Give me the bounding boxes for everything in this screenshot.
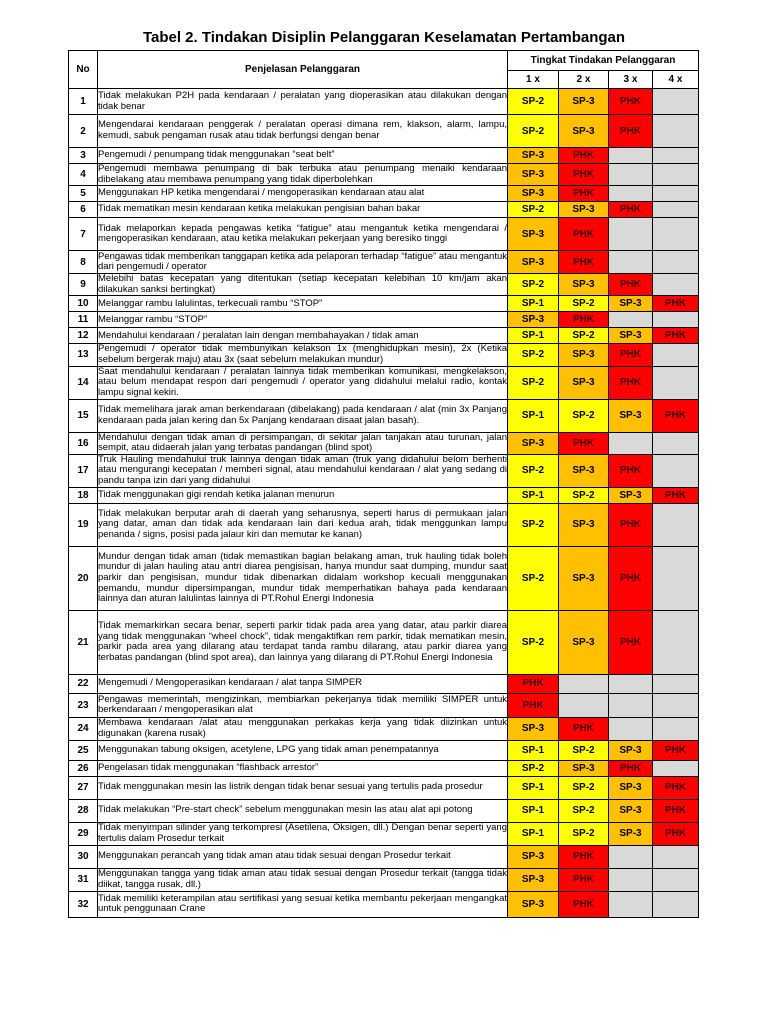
- violation-description: Truk Hauling mendahului truk lainnya dengan tidak aman (truk yang didahului belom berhenti atau mengurangi kecepatan / memberi signal, atau mendahului kendaraan / alat yang sedang di pandu tanpa izin dari yang didahului: [98, 454, 507, 487]
- violation-description: Mengemudi / Mengoperasikan kendaraan / alat tanpa SIMPER: [98, 674, 508, 693]
- sanction-cell-4x: [653, 760, 699, 776]
- violation-description: Pengawas tidak memberikan tanggapan ketika ada pelaporan terhadap “fatigue” atau mengantuk dari pengemudi / operator: [98, 250, 507, 273]
- sanction-cell-2x: SP-3: [559, 202, 609, 218]
- header-level-2: 2 x: [559, 71, 609, 89]
- sanction-cell-1x: SP-1: [508, 399, 559, 432]
- sanction-cell-2x: SP-2: [559, 487, 609, 503]
- sanction-cell-4x: [653, 218, 699, 251]
- sanction-cell-4x: [653, 868, 699, 891]
- table-row: [69, 674, 699, 693]
- violation-description: Tidak melakukan berputar arah di daerah yang seharusnya, seperti harus di permukaan jalan yang datar, aman dan tidak ada kendaraan lain dari kedua arah, tidak menggunkan lampu penanda / signs, posisi pada jalaur kiri dan memutar ke kanan): [98, 503, 508, 546]
- sanction-cell-3x: PHK: [609, 344, 653, 366]
- sanction-cell-1x: SP-1: [508, 740, 559, 760]
- table-row: [69, 693, 699, 717]
- sanction-cell-2x: SP-3: [559, 610, 609, 674]
- sanction-cell-3x: SP-3: [609, 822, 653, 845]
- sanction-cell-2x: SP-3: [559, 366, 609, 399]
- sanction-cell-4x: [653, 674, 699, 693]
- violation-description: Membawa kendaraan /alat atau menggunakan perkakas kerja yang tidak diizinkan untuk digunakan (karena rusak): [98, 717, 507, 739]
- sanction-cell-2x: PHK: [559, 432, 609, 454]
- sanction-cell-2x: SP-3: [559, 454, 609, 487]
- sanction-cell-1x: SP-2: [508, 366, 559, 399]
- sanction-cell-4x: [653, 610, 699, 674]
- violation-description: Mundur dengan tidak aman (tidak memastikan bagian belakang aman, truk hauling tidak boleh mundur di jalan hauling atau antri diarea pengisisan, hanya mundur saat dumping, mundur saat parkir dan pengisisan, mundur tidak dibenarkan didalam workshop kecuali menggunakan pemandu, mundur dipersimpangan, mundur tidak memperhatikan bahaya pada kendaraan lainnya dan aturan lalulintas lainnya di PT.Rohul Energi Indonesia: [98, 546, 508, 610]
- sanction-cell-4x: [653, 503, 699, 546]
- sanction-cell-1x: SP-3: [508, 868, 559, 891]
- sanction-cell-3x: SP-3: [609, 740, 653, 760]
- table-row: [69, 822, 699, 845]
- sanction-cell-3x: PHK: [609, 610, 653, 674]
- violation-description: Pengemudi / penumpang tidak menggunakan “seat belt”: [98, 148, 508, 164]
- table-row: [69, 202, 699, 218]
- header-level-1: 1 x: [508, 71, 559, 89]
- sanction-cell-2x: SP-2: [559, 399, 609, 432]
- sanction-cell-4x: [653, 454, 699, 487]
- sanction-cell-4x: [653, 186, 699, 202]
- sanction-cell-3x: [609, 717, 653, 740]
- violation-description: Pengawas memerintah, mengizinkan, membiarkan pekerjanya tidak memiliki SIMPER untuk berkendaraan / mengoperasikan alat: [98, 693, 507, 716]
- row-number: 11: [69, 312, 98, 328]
- header-level-3: 3 x: [609, 71, 653, 89]
- table-row: [69, 148, 699, 164]
- sanction-cell-1x: SP-2: [508, 546, 559, 610]
- sanction-cell-4x: [653, 717, 699, 740]
- row-number: 31: [69, 868, 98, 891]
- violation-description: Tidak melaporkan kepada pengawas ketika “fatigue” atau mengantuk ketika mengendarai / mengoperasikan kendaraan, atau ketika melakukan pekerjaan yang beresiko tinggi: [98, 218, 508, 251]
- row-number: 17: [69, 454, 98, 487]
- table-row: [69, 776, 699, 799]
- sanction-cell-1x: SP-2: [508, 89, 559, 115]
- sanction-cell-3x: [609, 186, 653, 202]
- row-number: 10: [69, 296, 98, 312]
- violation-description: Melebihi batas kecepatan yang ditentukan (setiap kecepatan kelebihan 10 km/jam akan dilakukan sanksi bertingkat): [98, 273, 507, 295]
- violation-description: Pengemudi membawa penumpang di bak terbuka atau penumpang menaiki kendaraan dibelakang atau membawa penumpang yang tidak diperbolehkan: [98, 163, 507, 185]
- table-body: [69, 89, 699, 918]
- table-row: [69, 717, 699, 740]
- sanction-cell-1x: SP-3: [508, 164, 559, 186]
- sanction-cell-3x: PHK: [609, 454, 653, 487]
- violation-description: Tidak menyimpan silinder yang terkompresi (Asetilena, Oksigen, dll.) Dengan benar seperti yang tertulis dalam Prosedur terkait: [98, 822, 507, 844]
- violation-description: Pengemudi / operator tidak membunyikan kelakson 1x (menghidupkan mesin), 2x (Ketika sebelum bergerak maju) atau 3x (saat sebelum melakukan mundur): [98, 343, 507, 365]
- table-row: [69, 546, 699, 610]
- violation-description: Tidak melakukan P2H pada kendaraan / peralatan yang dioperasikan atau dilakukan dengan tidak benar: [98, 89, 508, 115]
- sanction-cell-4x: PHK: [653, 776, 699, 799]
- sanction-cell-2x: PHK: [559, 251, 609, 274]
- sanction-cell-3x: SP-3: [609, 776, 653, 799]
- sanction-cell-1x: SP-1: [508, 799, 559, 822]
- violation-description: Menggunakan tabung oksigen, acetylene, LPG yang tidak aman penempatannya: [98, 740, 508, 760]
- sanction-cell-2x: SP-3: [559, 115, 609, 148]
- table-row: [69, 799, 699, 822]
- violation-description: Tidak melakukan “Pre-start check” sebelum menggunakan mesin las atau alat api potong: [98, 799, 508, 822]
- table-row: [69, 503, 699, 546]
- row-number: 22: [69, 674, 98, 693]
- row-number: 12: [69, 328, 98, 344]
- violation-description: Mendahului kendaraan / peralatan lain dengan membahayakan / tidak aman: [98, 328, 508, 344]
- sanction-cell-4x: [653, 148, 699, 164]
- row-number: 23: [69, 693, 98, 717]
- sanction-cell-4x: [653, 546, 699, 610]
- sanction-cell-2x: PHK: [559, 845, 609, 868]
- header-level-group: Tingkat Tindakan Pelanggaran: [508, 51, 699, 71]
- sanction-cell-3x: [609, 218, 653, 251]
- sanction-cell-1x: SP-3: [508, 432, 559, 454]
- sanction-cell-3x: SP-3: [609, 399, 653, 432]
- sanction-cell-2x: SP-2: [559, 328, 609, 344]
- sanction-cell-1x: SP-2: [508, 454, 559, 487]
- violation-description: Pengelasan tidak menggunakan “flashback arrestor”: [98, 760, 508, 776]
- row-number: 29: [69, 822, 98, 845]
- sanction-cell-3x: [609, 164, 653, 186]
- sanction-cell-3x: PHK: [609, 115, 653, 148]
- sanction-cell-2x: [559, 674, 609, 693]
- sanction-cell-2x: SP-3: [559, 344, 609, 366]
- sanction-cell-4x: PHK: [653, 399, 699, 432]
- sanction-cell-3x: PHK: [609, 366, 653, 399]
- sanction-cell-1x: PHK: [508, 693, 559, 717]
- sanction-cell-3x: [609, 674, 653, 693]
- row-number: 18: [69, 487, 98, 503]
- sanction-cell-1x: SP-3: [508, 148, 559, 164]
- table-row: [69, 740, 699, 760]
- sanction-cell-4x: [653, 312, 699, 328]
- sanction-cell-3x: [609, 891, 653, 917]
- table-row: [69, 296, 699, 312]
- sanction-cell-3x: [609, 693, 653, 717]
- sanction-cell-3x: [609, 251, 653, 274]
- row-number: 25: [69, 740, 98, 760]
- sanction-cell-1x: SP-3: [508, 891, 559, 917]
- row-number: 8: [69, 251, 98, 274]
- row-number: 24: [69, 717, 98, 740]
- sanction-cell-2x: SP-3: [559, 503, 609, 546]
- header-level-4: 4 x: [653, 71, 699, 89]
- row-number: 15: [69, 399, 98, 432]
- table-row: [69, 115, 699, 148]
- sanction-cell-1x: SP-1: [508, 822, 559, 845]
- sanction-cell-1x: SP-2: [508, 344, 559, 366]
- violation-description: Tidak memarkirkan secara benar, seperti parkir tidak pada area yang datar, atau parkir diarea yang tidak menggunakan “wheel chock”, tidak mengaktifkan rem parkir, tidak mematikan mesin, parkir pada area yang dilarang atau terdapat tanda rambu dilarang, atau parkir diarea yang terbatas pandangan (blind spot area), dan lainnya yang dilarang di PT.Rohul Energi Indonesia: [98, 610, 508, 674]
- violation-description: Menggunakan tangga yang tidak aman atau tidak sesuai dengan Prosedur terkait (tangga tidak diikat, tangga rusak, dll.): [98, 868, 507, 890]
- sanction-cell-2x: SP-2: [559, 740, 609, 760]
- table-row: [69, 487, 699, 503]
- sanction-cell-2x: PHK: [559, 717, 609, 740]
- violation-description: Tidak memelihara jarak aman berkendaraan (dibelakang) pada kendaraan / alat (min 3x Panjang kendaraan pada jalan kering dan 5x Panjang kendaraan disaat jalan basah).: [98, 399, 508, 432]
- sanction-cell-2x: SP-2: [559, 822, 609, 845]
- sanction-cell-3x: PHK: [609, 503, 653, 546]
- sanction-cell-4x: PHK: [653, 799, 699, 822]
- row-number: 9: [69, 274, 98, 296]
- header-no: No: [69, 51, 98, 89]
- table-row: [69, 218, 699, 251]
- row-number: 32: [69, 891, 98, 917]
- sanction-cell-1x: SP-3: [508, 186, 559, 202]
- table-row: [69, 399, 699, 432]
- sanction-cell-4x: [653, 251, 699, 274]
- table-row: [69, 344, 699, 366]
- sanction-cell-1x: SP-2: [508, 274, 559, 296]
- sanction-cell-2x: SP-3: [559, 89, 609, 115]
- sanction-cell-1x: SP-2: [508, 610, 559, 674]
- sanction-cell-1x: SP-3: [508, 312, 559, 328]
- violation-description: Tidak menggunakan gigi rendah ketika jalanan menurun: [98, 487, 508, 503]
- sanction-cell-4x: [653, 115, 699, 148]
- violation-description: Mendahului dengan tidak aman di persimpangan, di sekitar jalan tanjakan atau turunan, jalan sempit, atau didaerah jalan yang terbatas pandangan (blind spot): [98, 432, 507, 454]
- sanction-cell-3x: PHK: [609, 546, 653, 610]
- sanction-cell-2x: PHK: [559, 218, 609, 251]
- violation-description: Menggunakan perancah yang tidak aman atau tidak sesuai dengan Prosedur terkait: [98, 845, 508, 868]
- sanction-cell-3x: [609, 148, 653, 164]
- table-row: [69, 164, 699, 186]
- sanction-cell-1x: SP-3: [508, 251, 559, 274]
- sanction-cell-1x: SP-2: [508, 202, 559, 218]
- row-number: 20: [69, 546, 98, 610]
- sanction-cell-3x: SP-3: [609, 328, 653, 344]
- row-number: 19: [69, 503, 98, 546]
- row-number: 30: [69, 845, 98, 868]
- sanction-cell-3x: [609, 868, 653, 891]
- sanction-cell-1x: SP-1: [508, 776, 559, 799]
- sanction-cell-2x: SP-2: [559, 799, 609, 822]
- sanction-cell-1x: SP-2: [508, 503, 559, 546]
- violation-description: Mengendarai kendaraan penggerak / peralatan operasi dimana rem, klakson, alarm, lampu, kemudi, sabuk pengaman rusak atau tidak berfungsi dengan benar: [98, 115, 508, 148]
- sanction-cell-4x: [653, 845, 699, 868]
- row-number: 4: [69, 164, 98, 186]
- sanction-cell-4x: [653, 274, 699, 296]
- table-row: [69, 366, 699, 399]
- sanction-cell-4x: [653, 202, 699, 218]
- row-number: 13: [69, 344, 98, 366]
- sanction-cell-1x: SP-3: [508, 845, 559, 868]
- sanction-cell-1x: SP-2: [508, 115, 559, 148]
- violation-description: Tidak mematikan mesin kendaraan ketika melakukan pengisian bahan bakar: [98, 202, 508, 218]
- table-row: [69, 186, 699, 202]
- sanction-cell-3x: PHK: [609, 274, 653, 296]
- sanction-cell-4x: PHK: [653, 740, 699, 760]
- table-row: [69, 454, 699, 487]
- sanction-cell-3x: PHK: [609, 202, 653, 218]
- sanction-cell-2x: PHK: [559, 868, 609, 891]
- sanction-cell-3x: SP-3: [609, 296, 653, 312]
- row-number: 7: [69, 218, 98, 251]
- sanction-cell-1x: SP-1: [508, 487, 559, 503]
- sanction-cell-4x: PHK: [653, 822, 699, 845]
- sanction-cell-2x: SP-2: [559, 296, 609, 312]
- violation-description: Tidak memiliki keterampilan atau sertifikasi yang sesuai ketika membantu pekerjaan mengangkat untuk penggunaan Crane: [98, 891, 508, 917]
- header-description: Penjelasan Pelanggaran: [98, 51, 508, 89]
- sanction-cell-4x: [653, 344, 699, 366]
- sanction-cell-3x: [609, 845, 653, 868]
- sanction-cell-3x: [609, 312, 653, 328]
- sanction-cell-3x: SP-3: [609, 487, 653, 503]
- sanction-cell-4x: PHK: [653, 487, 699, 503]
- sanction-cell-2x: PHK: [559, 891, 609, 917]
- table-row: [69, 432, 699, 454]
- sanction-cell-1x: SP-1: [508, 296, 559, 312]
- row-number: 28: [69, 799, 98, 822]
- row-number: 5: [69, 186, 98, 202]
- row-number: 21: [69, 610, 98, 674]
- violation-description: Melanggar rambu lalulintas, terkecuali rambu “STOP”: [98, 296, 508, 312]
- row-number: 26: [69, 760, 98, 776]
- row-number: 27: [69, 776, 98, 799]
- violation-description: Menggunakan HP ketika mengendarai / mengoperasikan kendaraan atau alat: [98, 186, 508, 202]
- violation-description: Melanggar rambu “STOP”: [98, 312, 508, 328]
- row-number: 1: [69, 89, 98, 115]
- sanction-cell-1x: SP-2: [508, 760, 559, 776]
- sanction-cell-4x: [653, 164, 699, 186]
- sanction-cell-4x: [653, 89, 699, 115]
- sanction-cell-3x: [609, 432, 653, 454]
- row-number: 3: [69, 148, 98, 164]
- sanction-cell-4x: [653, 432, 699, 454]
- sanction-cell-2x: SP-3: [559, 546, 609, 610]
- sanction-cell-2x: [559, 693, 609, 717]
- sanction-cell-2x: PHK: [559, 186, 609, 202]
- table-title: Tabel 2. Tindakan Disiplin Pelanggaran Keselamatan Pertambangan: [142, 29, 626, 46]
- table-row: [69, 868, 699, 891]
- row-number: 6: [69, 202, 98, 218]
- table-row: [69, 312, 699, 328]
- sanction-cell-3x: PHK: [609, 760, 653, 776]
- table-row: [69, 251, 699, 274]
- violation-description: Saat mendahului kendaraan / peralatan lainnya tidak memberikan komunikasi, mengkelakson, atau belum mendapat respon dari pengemudi / operator yang didahului melalui radio, kontak lampu signal kekiri.: [98, 366, 507, 398]
- sanction-cell-2x: SP-2: [559, 776, 609, 799]
- sanction-cell-2x: PHK: [559, 148, 609, 164]
- table-row: [69, 89, 699, 115]
- table-row: [69, 274, 699, 296]
- table-row: [69, 891, 699, 917]
- table-row: [69, 845, 699, 868]
- sanction-cell-3x: SP-3: [609, 799, 653, 822]
- sanction-cell-4x: PHK: [653, 296, 699, 312]
- violation-description: Tidak menggunakan mesin las listrik dengan tidak benar sesuai yang tertulis pada prosedur: [98, 776, 508, 799]
- sanction-cell-1x: SP-1: [508, 328, 559, 344]
- table-row: [69, 610, 699, 674]
- row-number: 2: [69, 115, 98, 148]
- sanction-cell-1x: SP-3: [508, 717, 559, 740]
- sanction-cell-4x: [653, 366, 699, 399]
- sanction-cell-2x: PHK: [559, 164, 609, 186]
- sanction-cell-2x: SP-3: [559, 760, 609, 776]
- sanction-cell-4x: [653, 891, 699, 917]
- sanction-cell-2x: SP-3: [559, 274, 609, 296]
- row-number: 14: [69, 366, 98, 399]
- discipline-table: [68, 50, 699, 918]
- sanction-cell-4x: PHK: [653, 328, 699, 344]
- sanction-cell-4x: [653, 693, 699, 717]
- table-row: [69, 328, 699, 344]
- sanction-cell-3x: PHK: [609, 89, 653, 115]
- sanction-cell-1x: SP-3: [508, 218, 559, 251]
- sanction-cell-1x: PHK: [508, 674, 559, 693]
- table-row: [69, 760, 699, 776]
- sanction-cell-2x: PHK: [559, 312, 609, 328]
- row-number: 16: [69, 432, 98, 454]
